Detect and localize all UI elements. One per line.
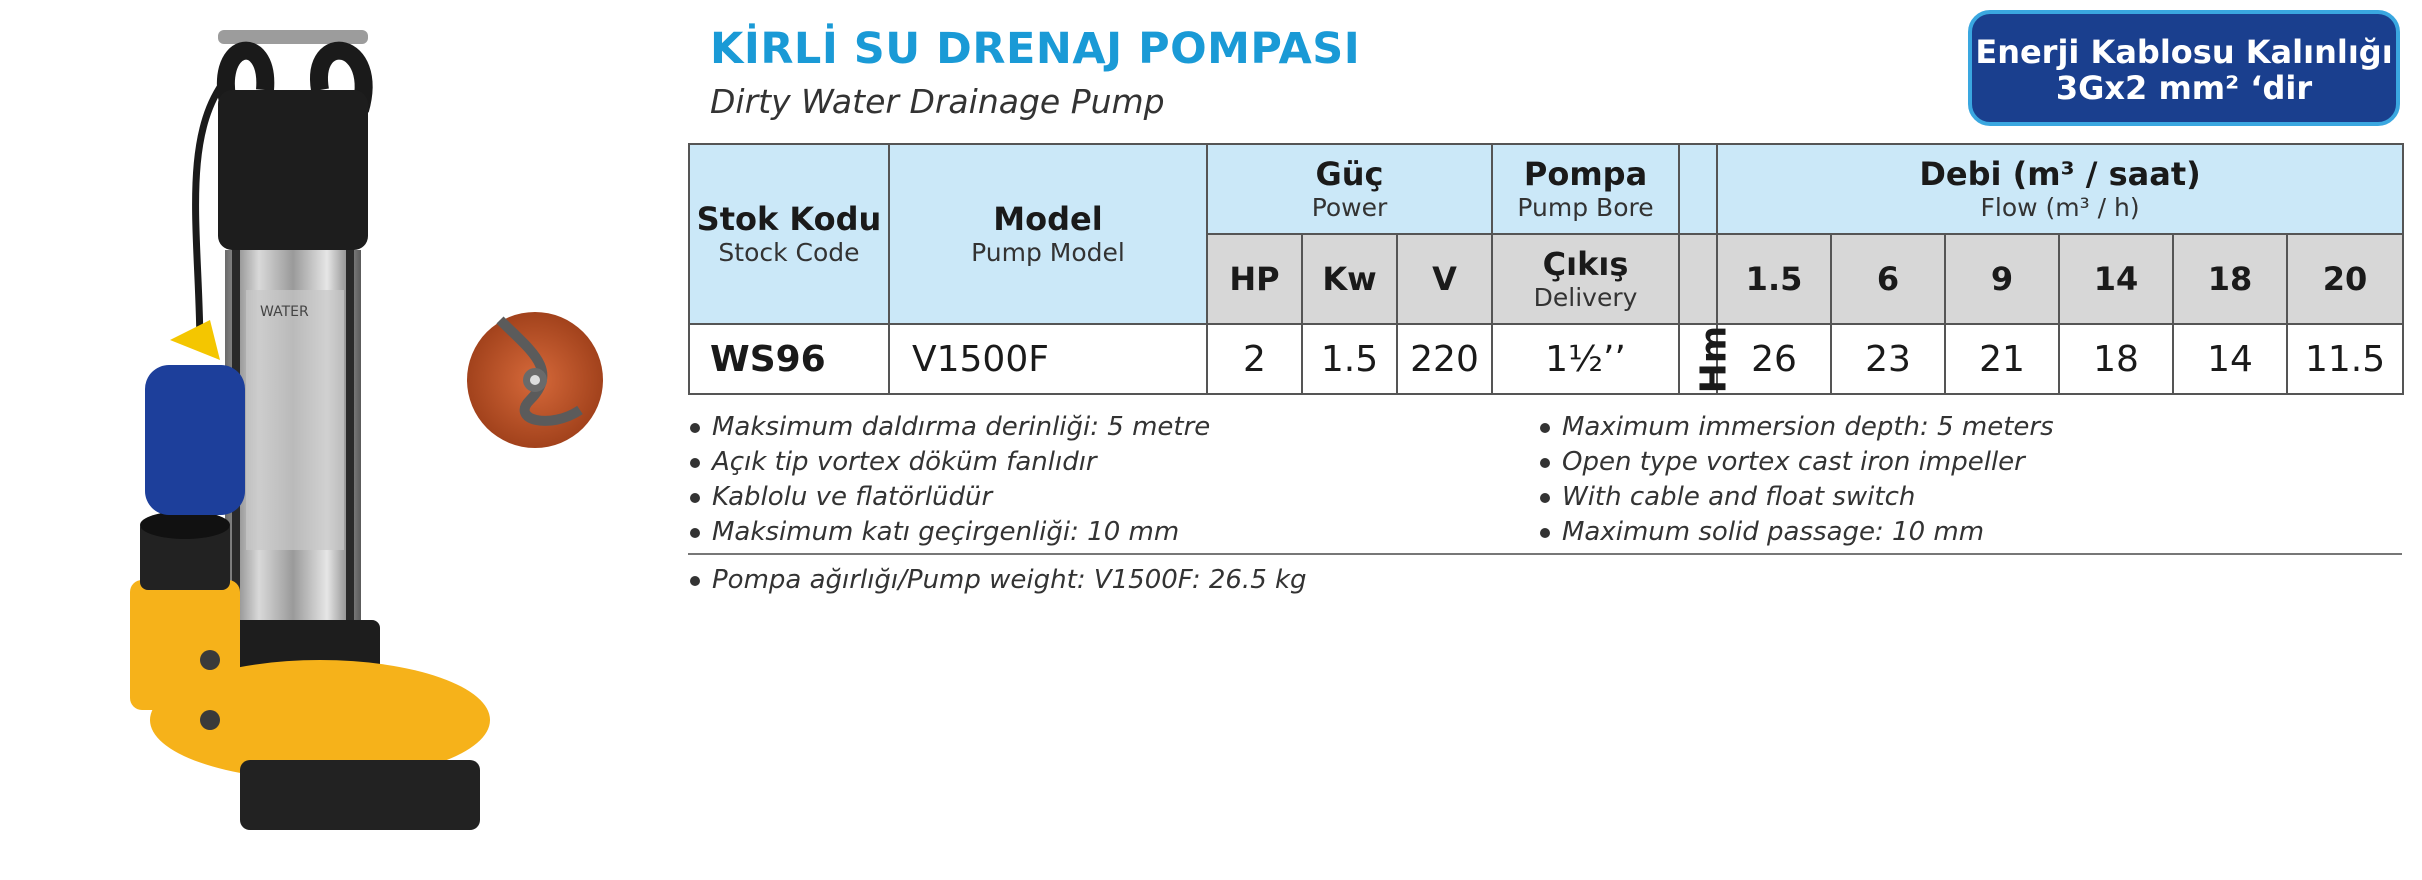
list-item: Open type vortex cast iron impeller (1540, 445, 2054, 480)
list-item: Maksimum katı geçirgenliği: 10 mm (690, 515, 1210, 550)
divider (688, 553, 2402, 555)
header-pump-bore: Pompa Pump Bore (1492, 144, 1679, 234)
cell-stock-code: WS96 (689, 324, 889, 394)
cell-head: 23 (1831, 324, 1945, 394)
cell-hp: 2 (1207, 324, 1302, 394)
flow-col: 20 (2287, 234, 2403, 324)
pump-outlet (130, 580, 240, 710)
bullet-icon (690, 493, 700, 503)
list-item: Maximum solid passage: 10 mm (1540, 515, 2054, 550)
header-power: Güç Power (1207, 144, 1492, 234)
list-item: Maximum immersion depth: 5 meters (1540, 410, 2054, 445)
cell-head: 18 (2059, 324, 2173, 394)
page-subtitle: Dirty Water Drainage Pump (710, 82, 1165, 121)
header-kw: Kw (1302, 234, 1397, 324)
table-row (689, 324, 2403, 394)
list-item: With cable and float switch (1540, 480, 2054, 515)
header-flow: Debi (m³ / saat) Flow (m³ / h) (1717, 144, 2403, 234)
float-switch (145, 365, 245, 515)
flow-col: 9 (1945, 234, 2059, 324)
bullet-icon (1540, 458, 1550, 468)
bullet-icon (690, 528, 700, 538)
flow-col: 6 (1831, 234, 1945, 324)
flow-col: 1.5 (1717, 234, 1831, 324)
list-item: Açık tip vortex döküm fanlıdır (690, 445, 1210, 480)
spec-table (688, 143, 2404, 395)
flow-col: 14 (2059, 234, 2173, 324)
pump-top-cap (218, 90, 368, 250)
header-spacer (1679, 144, 1717, 234)
pump-foot (240, 760, 480, 830)
bullet-icon (1540, 423, 1550, 433)
pump-illustration (60, 20, 660, 840)
pump-handle (218, 30, 368, 44)
bullet-icon (1540, 528, 1550, 538)
header-stock-code: Stok Kodu Stock Code (689, 144, 889, 324)
pump-nameplate (246, 290, 344, 550)
badge-line-2: 3Gx2 mm² ‘dir (2055, 69, 2313, 107)
bullet-icon (690, 576, 700, 586)
cell-head: 14 (2173, 324, 2287, 394)
bullet-icon (690, 458, 700, 468)
features-en-list (1540, 410, 2054, 550)
cell-v: 220 (1397, 324, 1492, 394)
weight-note: Pompa ağırlığı/Pump weight: V1500F: 26.5 kg (690, 563, 1307, 598)
cable-thickness-badge (1968, 10, 2400, 126)
features-tr-list (690, 410, 1210, 550)
header-hp: HP (1207, 234, 1302, 324)
header-hm-spacer (1679, 234, 1717, 324)
cell-hm-label: Hm (1679, 324, 1717, 394)
cell-kw: 1.5 (1302, 324, 1397, 394)
badge-line-1: Enerji Kablosu Kalınlığı (1975, 33, 2393, 71)
header-delivery: Çıkış Delivery (1492, 234, 1679, 324)
cell-delivery: 1½’’ (1492, 324, 1679, 394)
flow-col: 18 (2173, 234, 2287, 324)
bullet-icon (1540, 493, 1550, 503)
cell-model: V1500F (889, 324, 1207, 394)
page-title: KİRLİ SU DRENAJ POMPASI (710, 24, 1361, 74)
cell-head: 21 (1945, 324, 2059, 394)
pump-brand-label: WATER (260, 304, 309, 320)
bullet-icon (690, 423, 700, 433)
list-item: Kablolu ve flatörlüdür (690, 480, 1210, 515)
cell-head: 26 (1717, 324, 1831, 394)
header-model: Model Pump Model (889, 144, 1207, 324)
cell-head: 11.5 (2287, 324, 2403, 394)
list-item: Maksimum daldırma derinliği: 5 metre (690, 410, 1210, 445)
header-v: V (1397, 234, 1492, 324)
